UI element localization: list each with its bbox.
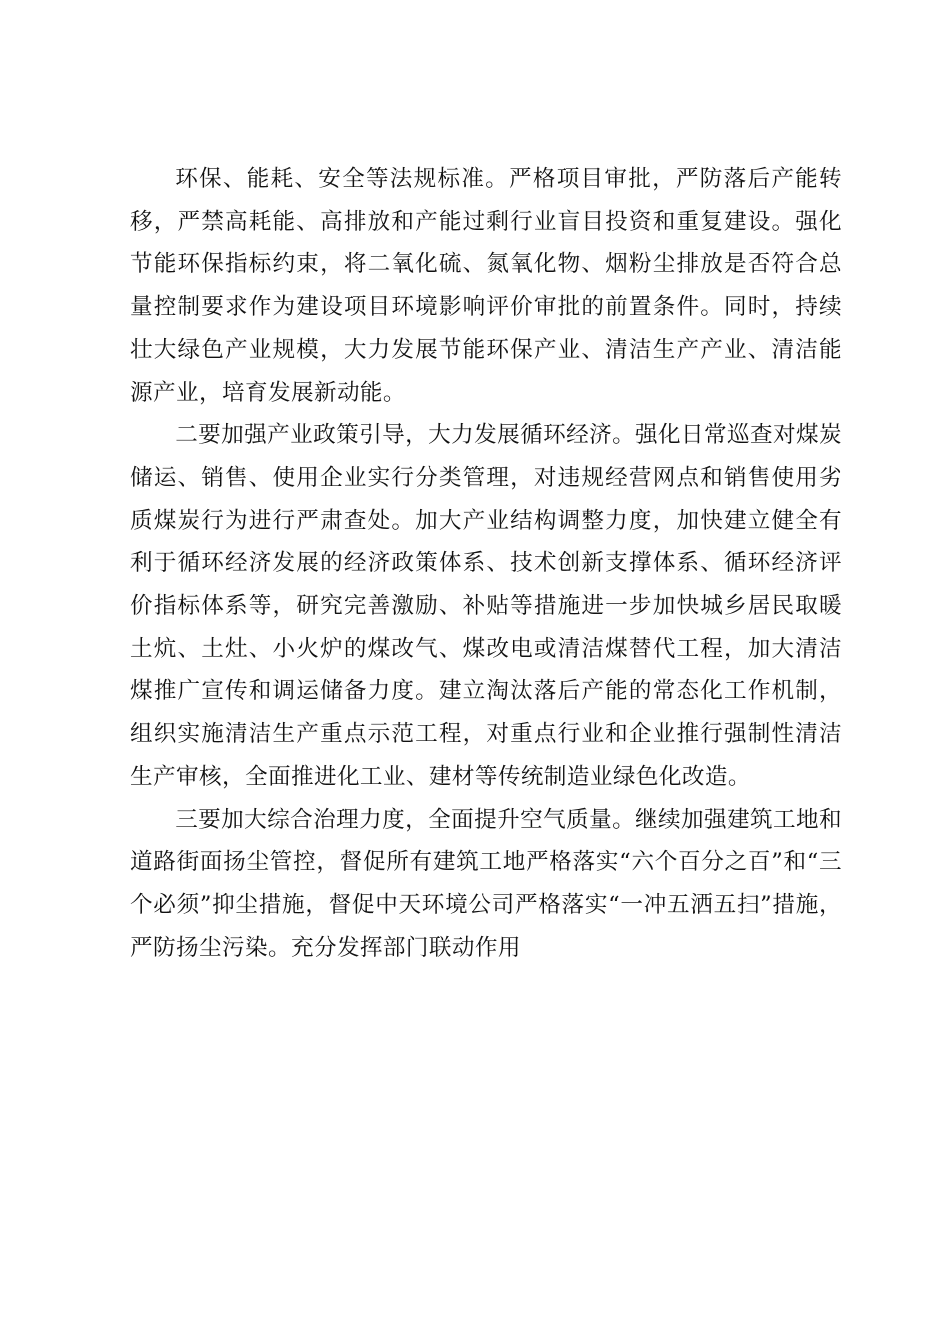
paragraph-3: 三要加大综合治理力度，全面提升空气质量。继续加强建筑工地和道路街面扬尘管控，督促所有建筑工地严格落实“六个百分之百”和“三个必须”抑尘措施，督促中天环境公司严格落实“一冲五洒五扫”措施，严防扬尘污染。充分发挥部门联动作用 [130,806,843,961]
document-body [130,158,842,969]
paragraph-2: 二要加强产业政策引导，大力发展循环经济。强化日常巡查对煤炭储运、销售、使用企业实行分类管理，对违规经营网点和销售使用劣质煤炭行为进行严肃查处。加大产业结构调整力度，加快建立健全有利于循环经济发展的经济政策体系、技术创新支撑体系、循环经济评价指标体系等，研究完善激励、补贴等措施进一步加快城乡居民取暖土炕、土灶、小火炉的煤改气、煤改电或清洁煤替代工程，加大清洁煤推广宣传和调运储备力度。建立淘汰落后产能的常态化工作机制，组织实施清洁生产重点示范工程，对重点行业和企业推行强制性清洁生产审核，全面推进化工业、建材等传统制造业绿色化改造。 [130,422,843,790]
paragraph-1: 环保、能耗、安全等法规标准。严格项目审批，严防落后产能转移，严禁高耗能、高排放和产能过剩行业盲目投资和重复建设。强化节能环保指标约束，将二氧化硫、氮氧化物、烟粉尘排放是否符合总量控制要求作为建设项目环境影响评价审批的前置条件。同时，持续壮大绿色产业规模，大力发展节能环保产业、清洁生产产业、清洁能源产业，培育发展新动能。 [130,166,842,406]
